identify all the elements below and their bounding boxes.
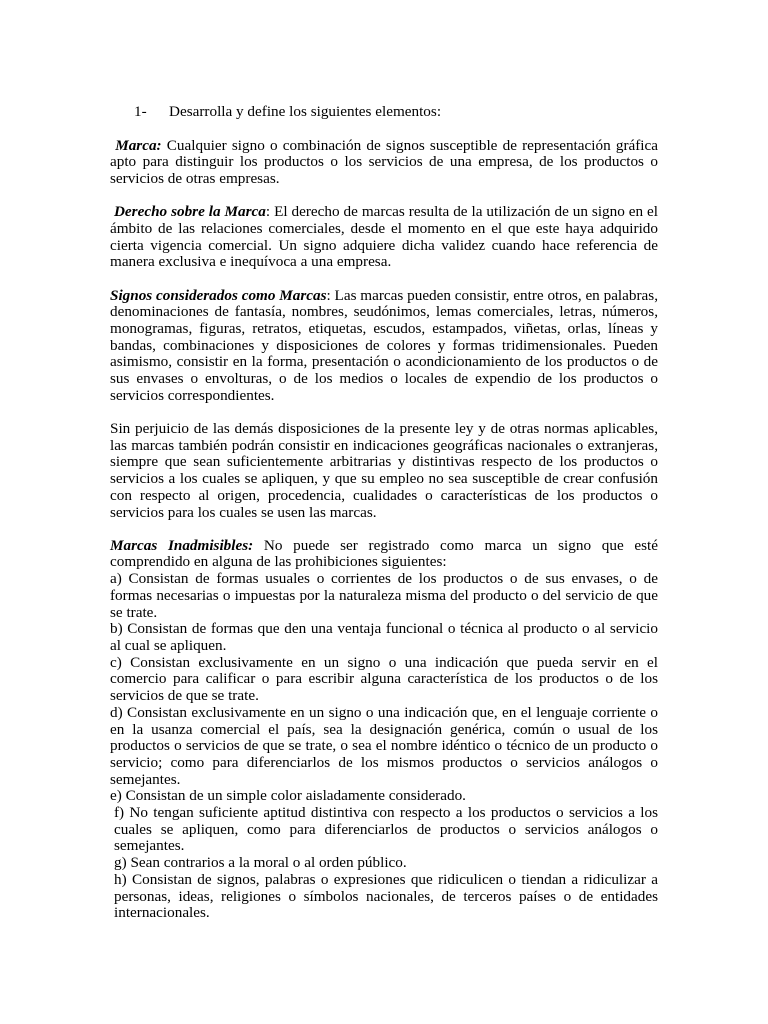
definition-marcas-inadmisibles: No puede ser registrado como marca un signo que esté comprendido en alguna de las prohibiciones siguientes: [110,536,658,571]
paragraph-derecho-sobre-la-marca [110,204,658,271]
list-item: b) Consistan de formas que den una ventaja funcional o técnica al producto o al servicio al cual se apliquen. [110,620,658,654]
term-marca: Marca: [115,136,162,154]
document-body [110,104,658,922]
paragraph-marcas-inadmisibles [110,538,658,571]
section-title: Desarrolla y define los siguientes elementos: [169,103,442,120]
section-heading [110,104,658,121]
list-item: e) Consistan de un simple color aisladamente considerado. [110,787,466,805]
list-item: c) Consistan exclusivamente en un signo o una indicación que pueda servir en el comercio para calificar o para escribir alguna característica de los productos o de los servicios de que se trate. [110,653,658,705]
term-marcas-inadmisibles: Marcas Inadmisibles: [110,536,254,554]
paragraph-text: Sin perjuicio de las demás disposiciones de la presente ley y de otras normas aplicables, las marcas también podrán consistir en indicaciones geográficas nacionales o extranjeras, siempre que sean suficientemente arbitrarias y distintivas respecto de los productos o servicios a los cuales se apliquen, y que su empleo no sea susceptible de crear confusión con respecto al origen, procedencia, cualidades o características de los productos o servicios para los cuales se usen las marcas. [110,420,658,521]
definition-derecho-sobre-la-marca: : El derecho de marcas resulta de la utilización de un signo en el ámbito de las relaciones comerciales, desde el momento en el que este haya adquirido cierta vigencia comercial. Un signo adquiere dicha validez cuando hace referencia de manera exclusiva e inequívoca a una empresa. [110,203,659,271]
paragraph-marca [110,138,658,188]
list-item: h) Consistan de signos, palabras o expresiones que ridiculicen o tiendan a ridiculizar a personas, ideas, religiones o símbolos nacionales, de terceros países o de entidades internacionales. [114,870,658,922]
definition-signos-considerados: : Las marcas pueden consistir, entre otros, en palabras, denominaciones de fantasía, nombres, seudónimos, lemas comerciales, letras, números, monogramas, figuras, retratos, etiquetas, escudos, estampados, viñetas, orlas, líneas y bandas, combinaciones y disposiciones de colores y formas tridimensionales. Pueden asimismo, consistir en la forma, presentación o acondicionamiento de los productos o de sus envases o envolturas, o de los medios o locales de expendio de los productos o servicios correspondientes. [110,286,658,404]
list-item: d) Consistan exclusivamente en un signo o una indicación que, en el lenguaje corriente o en la usanza comercial el país, sea la designación genérica, común o usual de los productos o servicios de que se trate, o sea el nombre idéntico o técnico de un producto o servicio; como para diferenciarlos de los mismos productos o servicios análogos o semejantes. [110,703,658,788]
paragraph-signos-considerados [110,288,658,405]
list-item: a) Consistan de formas usuales o corrientes de los productos o de sus envases, o de formas necesarias o impuestas por la naturaleza misma del producto o del servicio de que se trate. [110,570,658,621]
term-derecho-sobre-la-marca: Derecho sobre la Marca [113,203,266,221]
term-signos-considerados: Signos considerados como Marcas [110,286,327,304]
list-item: f) No tengan suficiente aptitud distintiva con respecto a los productos o servicios a los cuales se apliquen, como para diferenciarlos de productos o servicios análogos o semejantes. [114,804,658,855]
definition-marca: Cualquier signo o combinación de signos susceptible de representación gráfica apto para distinguir los productos o los servicios de una empresa, de los productos o servicios de otras empresas. [110,136,659,188]
prohibiciones-list [110,571,658,922]
section-number: 1- [134,103,147,120]
paragraph-indicaciones-geograficas [110,421,658,521]
list-item: g) Sean contrarios a la moral o al orden público. [114,854,407,872]
